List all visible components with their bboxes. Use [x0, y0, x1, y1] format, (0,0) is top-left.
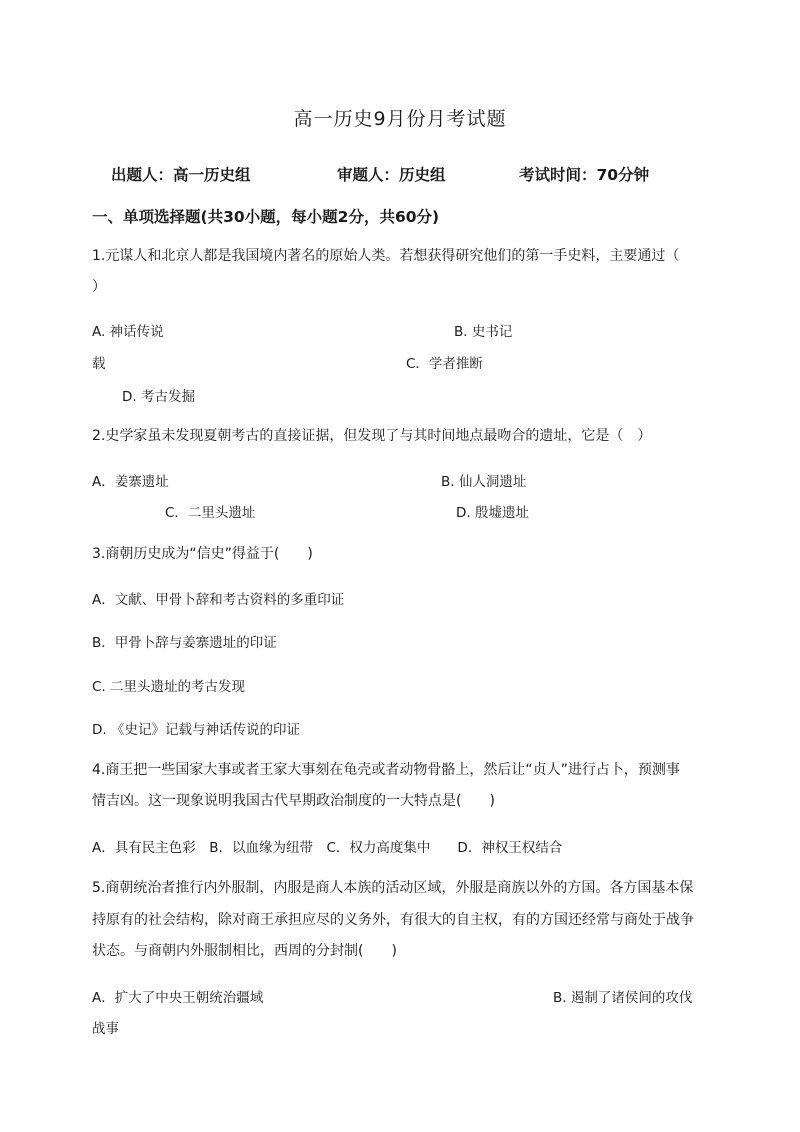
- question-4-options: A．具有民主色彩 B．以血缘为纽带 C．权力高度集中 D．神权王权结合: [92, 840, 563, 856]
- question-2-option-a: A．姜寨遗址: [92, 474, 169, 490]
- question-5-option-b-continued: 战事: [92, 1021, 119, 1037]
- question-3-option-b: B．甲骨卜辞与姜寨遗址的印证: [92, 635, 277, 651]
- question-1-option-c: C．学者推断: [406, 356, 483, 372]
- question-3-option-c: C. 二里头遗址的考古发现: [92, 679, 246, 695]
- question-5-stem-line2: 持原有的社会结构，除对商王承担应尽的义务外，有很大的自主权，有的方国还经常与商处于战争: [92, 912, 694, 928]
- question-1-stem-line2: ）: [92, 279, 106, 295]
- question-4-stem-line1: 4.商王把一些国家大事或者王家大事刻在龟壳或者动物骨骼上，然后让“贞人”进行占卜，预测事: [92, 762, 680, 778]
- question-2-stem: 2.史学家虽未发现夏朝考古的直接证据，但发现了与其时间地点最吻合的遗址，它是（ ）: [92, 428, 652, 444]
- exam-time-label: 考试时间：70分钟: [519, 166, 650, 184]
- question-3-stem: 3.商朝历史成为“信史”得益于( ): [92, 546, 313, 562]
- question-1-option-a: A. 神话传说: [92, 324, 164, 340]
- question-5-stem-line1: 5.商朝统治者推行内外服制，内服是商人本族的活动区域，外服是商族以外的方国。各方国基本保: [92, 880, 694, 896]
- question-1-option-b: B. 史书记: [454, 324, 513, 340]
- question-2-option-d: D. 殷墟遗址: [456, 505, 529, 521]
- question-3-option-d: D. 《史记》记载与神话传说的印证: [92, 722, 300, 738]
- question-3-option-a: A．文献、甲骨卜辞和考古资料的多重印证: [92, 592, 345, 608]
- question-5-option-b: B. 遏制了诸侯间的攻伐: [553, 990, 693, 1006]
- question-1-option-b-continued: 载: [92, 356, 106, 372]
- question-2-option-b: B. 仙人洞遗址: [441, 474, 527, 490]
- question-5-option-a: A．扩大了中央王朝统治疆域: [92, 990, 264, 1006]
- author-label: 出题人：高一历史组: [111, 166, 251, 184]
- question-1-option-d: D. 考古发掘: [122, 389, 195, 405]
- reviewer-label: 审题人：历史组: [337, 166, 446, 184]
- question-4-stem-line2: 情吉凶。这一现象说明我国古代早期政治制度的一大特点是( ): [92, 793, 495, 809]
- question-1-stem-line1: 1.元谋人和北京人都是我国境内著名的原始人类。若想获得研究他们的第一手史料，主要通过（: [92, 248, 680, 264]
- question-2-option-c: C．二里头遗址: [165, 505, 256, 521]
- question-5-stem-line3: 状态。与商朝内外服制相比，西周的分封制( ): [92, 943, 397, 959]
- section-heading: 一、单项选择题(共30小题，每小题2分，共60分): [92, 208, 440, 226]
- page-title: 高一历史9月份月考试题: [293, 108, 507, 130]
